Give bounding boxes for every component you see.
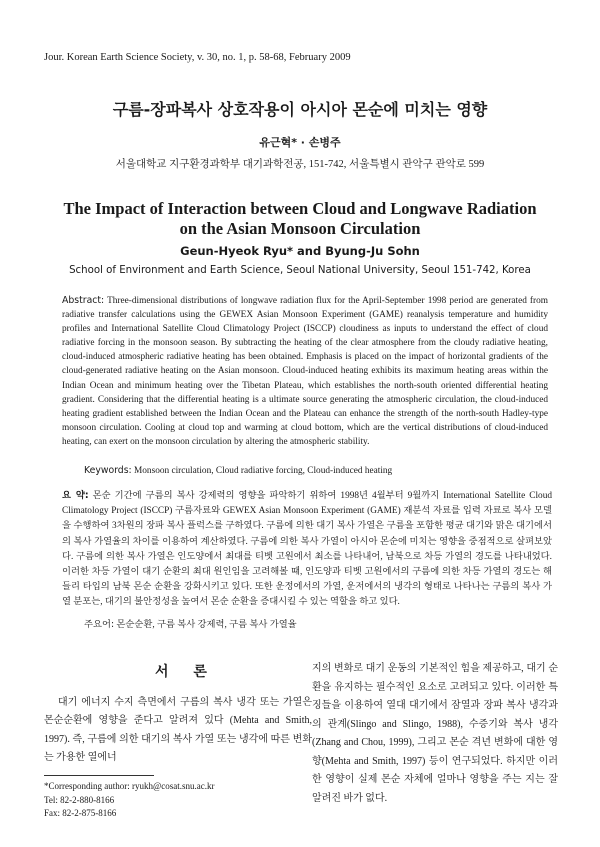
section-heading-introduction: 서 론 <box>155 664 217 680</box>
korean-keywords-text: 몬순순환, 구름 복사 강제력, 구름 복사 가열율 <box>116 620 297 630</box>
footnote-tel: Tel: 82-2-880-8166 <box>44 794 115 805</box>
keywords-text: Monsoon circulation, Cloud radiative forcing, Cloud-induced heating <box>134 466 393 476</box>
korean-abstract-label: 요 약: <box>62 490 89 501</box>
body-text-right-column: 지의 변화로 대기 운동의 기본적인 힘을 제공하고, 대기 순환을 유지하는 필수적인 요소로 고려되고 있다. 이러한 특징들을 이용하여 열대 대기에서 잠열과 장파 복사 냉각과의 관계(Slingo and Slingo, 1988), 수증기와 복사 냉각(Zhang and Chou, 1999), 그리고 몬순 격년 변화에 대한 영향(Mehta and Smith, 1997) 등이 연구되었다. 하지만 이러한 영향이 실제 몬순 자체에 얼마나 영향을 주는 지는 잘 알려진 바가 없다. <box>312 663 558 804</box>
korean-affiliation: 서울대학교 지구환경과학부 대기과학전공, 151-742, 서울특별시 관악구 관악로 599 <box>115 159 485 170</box>
body-text-left-column: 대기 에너지 수지 측면에서 구름의 복사 냉각 또는 가열은 몬순순환에 영향을 준다고 알려져 있다 (Mehta and Smith, 1997). 즉, 구름에 의한 대기의 복사 가열 또는 냉각에 따른 변화는 가용한 열에너 <box>44 697 312 763</box>
korean-abstract <box>62 488 552 611</box>
footnote-divider <box>44 775 154 776</box>
footnote <box>44 780 215 821</box>
abstract-text: Three-dimensional distributions of longwave radiation flux for the April-September 1998 period are generated from radiative transfer calculations using the GEWEX Asian Monsoon Experiment (GAME) reanalysis temperature and humidity profiles and International Satellite Cloud Climatology Project (ISCCP) cloudiness as inputs to understand the effect of cloud radiative forcing in the monsoon season. By subtracting the heating of the clear atmosphere from the cloudy radiative heating, cloud-induced atmospheric radiative heating has been obtained. Emphasis is placed on the impact of horizontal gradients of the cloud-generated radiative heating on the Asian monsoon. Cloud-induced heating exhibits its maximum heating areas within the Indian Ocean and minimum heating over the Tibetan Plateau, which establishes the north-south oriented differential heating gradient. Considering that the differential heating is a ultimate source generating the atmospheric circulation, the cloud-induced heating gradient established between the Indian Ocean and the Plateau can enhance the strength of the north-south Hadley-type monsoon circulation. Cooling at cloud top and warming at cloud bottom, which are the vertical distributions of cloud-induced heating, can exert on the monsoon circulation by altering the atmospheric stability. <box>62 296 549 447</box>
korean-abstract-text: 몬순 기간에 구름의 복사 강제력의 영향을 파악하기 위하여 1998년 4월부터 9월까지 International Satellite Cloud Climatology Project (ISCCP) 구름자료와 GEWEX Asian Monsoon Experiment (GAME) 재분석 자료를 입력 자료로 복사 모델을 수행하여 3차원의 장파 복사 플럭스를 구하였다. 구름에 의한 대기 복사 가열은 구름을 포함한 평균 대기와 맑은 대기에서의 복사 가열율의 차이를 이용하여 계산하였다. 구름에 의한 복사 가열이 아시아 몬순에 미치는 영향을 중점적으로 살펴보았다. 구름에 의한 복사 가열은 인도양에서 최대를 티벳 고원에서 최소를 나타내어, 남북으로 차등 가열의 경도를 나타내었다. 이러한 차등 가열이 대기 순환의 최대 원인임을 고려해볼 때, 인도양과 티벳 고원에서의 구름에 의한 차등 가열의 경도는 해들리 타입의 남북 몬순 순환을 강화시키고 있다. 또한 운정에서의 가열, 운저에서의 냉각의 형태로 나타나는 구름의 복사 가열 분포는, 대기의 불안정성을 높여서 몬순 순환을 증대시킬 수 있는 역할을 하고 있다. <box>62 491 552 608</box>
keywords-label: Keywords: <box>84 465 132 476</box>
english-title <box>0 199 600 239</box>
korean-keywords-label: 주요어: <box>84 619 115 630</box>
footnote-corresponding-author: *Corresponding author: ryukh@cosat.snu.ac.kr <box>44 781 215 791</box>
english-affiliation: School of Environment and Earth Science, Seoul National University, Seoul 151-742, Korea <box>69 265 531 276</box>
keywords <box>84 465 554 476</box>
korean-title: 구름-장파복사 상호작용이 아시아 몬순에 미치는 영향 <box>112 100 488 119</box>
english-title-line2: on the Asian Monsoon Circulation <box>179 219 421 238</box>
korean-keywords <box>84 616 554 630</box>
english-title-line1: The Impact of Interaction between Cloud and Longwave Radiation <box>63 199 537 218</box>
abstract <box>62 294 548 449</box>
abstract-label: Abstract: <box>62 295 105 306</box>
journal-reference: Jour. Korean Earth Science Society, v. 30, no. 1, p. 58-68, February 2009 <box>44 52 351 63</box>
english-authors: Geun-Hyeok Ryu* and Byung-Ju Sohn <box>180 244 420 258</box>
footnote-fax: Fax: 82-2-875-8166 <box>44 808 117 818</box>
korean-authors: 유근혁* · 손병주 <box>259 136 341 149</box>
